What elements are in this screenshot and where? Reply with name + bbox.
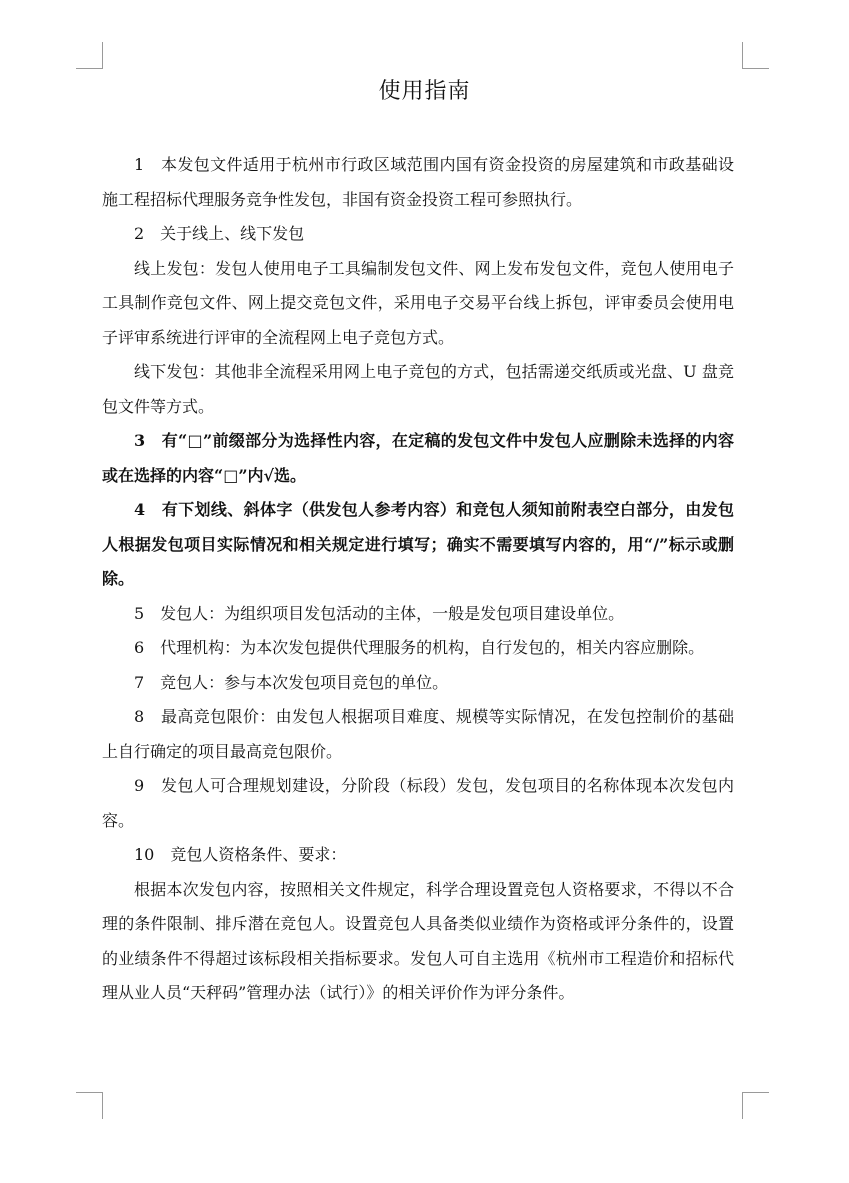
page-title: 使用指南 <box>378 79 471 104</box>
paragraph-1-scope: 1 本发包文件适用于杭州市行政区域范围内国有资金投资的房屋建筑和市政基础设施工程招标代理服务竞争性发包，非国有资金投资工程可参照执行。 <box>102 155 734 209</box>
document-body <box>102 148 734 1011</box>
paragraph-9-phases: 9 发包人可合理规划建设，分阶段（标段）发包，发包项目的名称体现本次发包内容。 <box>102 776 734 830</box>
paragraph-5-issuer: 5 发包人：为组织项目发包活动的主体，一般是发包项目建设单位。 <box>134 603 625 623</box>
paragraph-6-agency: 6 代理机构：为本次发包提供代理服务的机构，自行发包的，相关内容应删除。 <box>134 638 705 657</box>
paragraph-online: 线上发包：发包人使用电子工具编制发包文件、网上发布发包文件，竞包人使用电子工具制作竞包文件、网上提交竞包文件，采用电子交易平台线上拆包，评审委员会使用电子评审系统进行评审的全流程网上电子竞包方式。 <box>102 258 734 347</box>
crop-mark-top-right <box>742 42 769 69</box>
paragraph-10-heading: 10 竞包人资格条件、要求： <box>134 845 347 864</box>
paragraph-3-checkbox: 3 有“□”前缀部分为选择性内容，在定稿的发包文件中发包人应删除未选择的内容或在选择的内容“□”内√选。 <box>102 431 734 485</box>
crop-mark-bottom-right <box>742 1092 769 1119</box>
paragraph-2-heading: 2 关于线上、线下发包 <box>134 224 305 243</box>
paragraph-offline: 线下发包：其他非全流程采用网上电子竞包的方式，包括需递交纸质或光盘、U 盘竞包文件等方式。 <box>102 362 734 416</box>
crop-mark-bottom-left <box>76 1092 103 1119</box>
crop-mark-top-left <box>76 42 103 69</box>
paragraph-8-max-price: 8 最高竞包限价：由发包人根据项目难度、规模等实际情况，在发包控制价的基础上自行确定的项目最高竞包限价。 <box>102 707 734 761</box>
paragraph-10-body: 根据本次发包内容，按照相关文件规定，科学合理设置竞包人资格要求，不得以不合理的条件限制、排斥潜在竞包人。设置竞包人具备类似业绩作为资格或评分条件的，设置的业绩条件不得超过该标段相关指标要求。发包人可自主选用《杭州市工程造价和招标代理从业人员“天秤码”管理办法（试行）》的相关评价作为评分条件。 <box>102 879 734 1002</box>
paragraph-7-bidder: 7 竞包人：参与本次发包项目竞包的单位。 <box>134 672 449 692</box>
paragraph-4-underline: 4 有下划线、斜体字（供发包人参考内容）和竞包人须知前附表空白部分，由发包人根据发包项目实际情况和相关规定进行填写；确实不需要填写内容的，用“/”标示或删除。 <box>102 500 734 588</box>
